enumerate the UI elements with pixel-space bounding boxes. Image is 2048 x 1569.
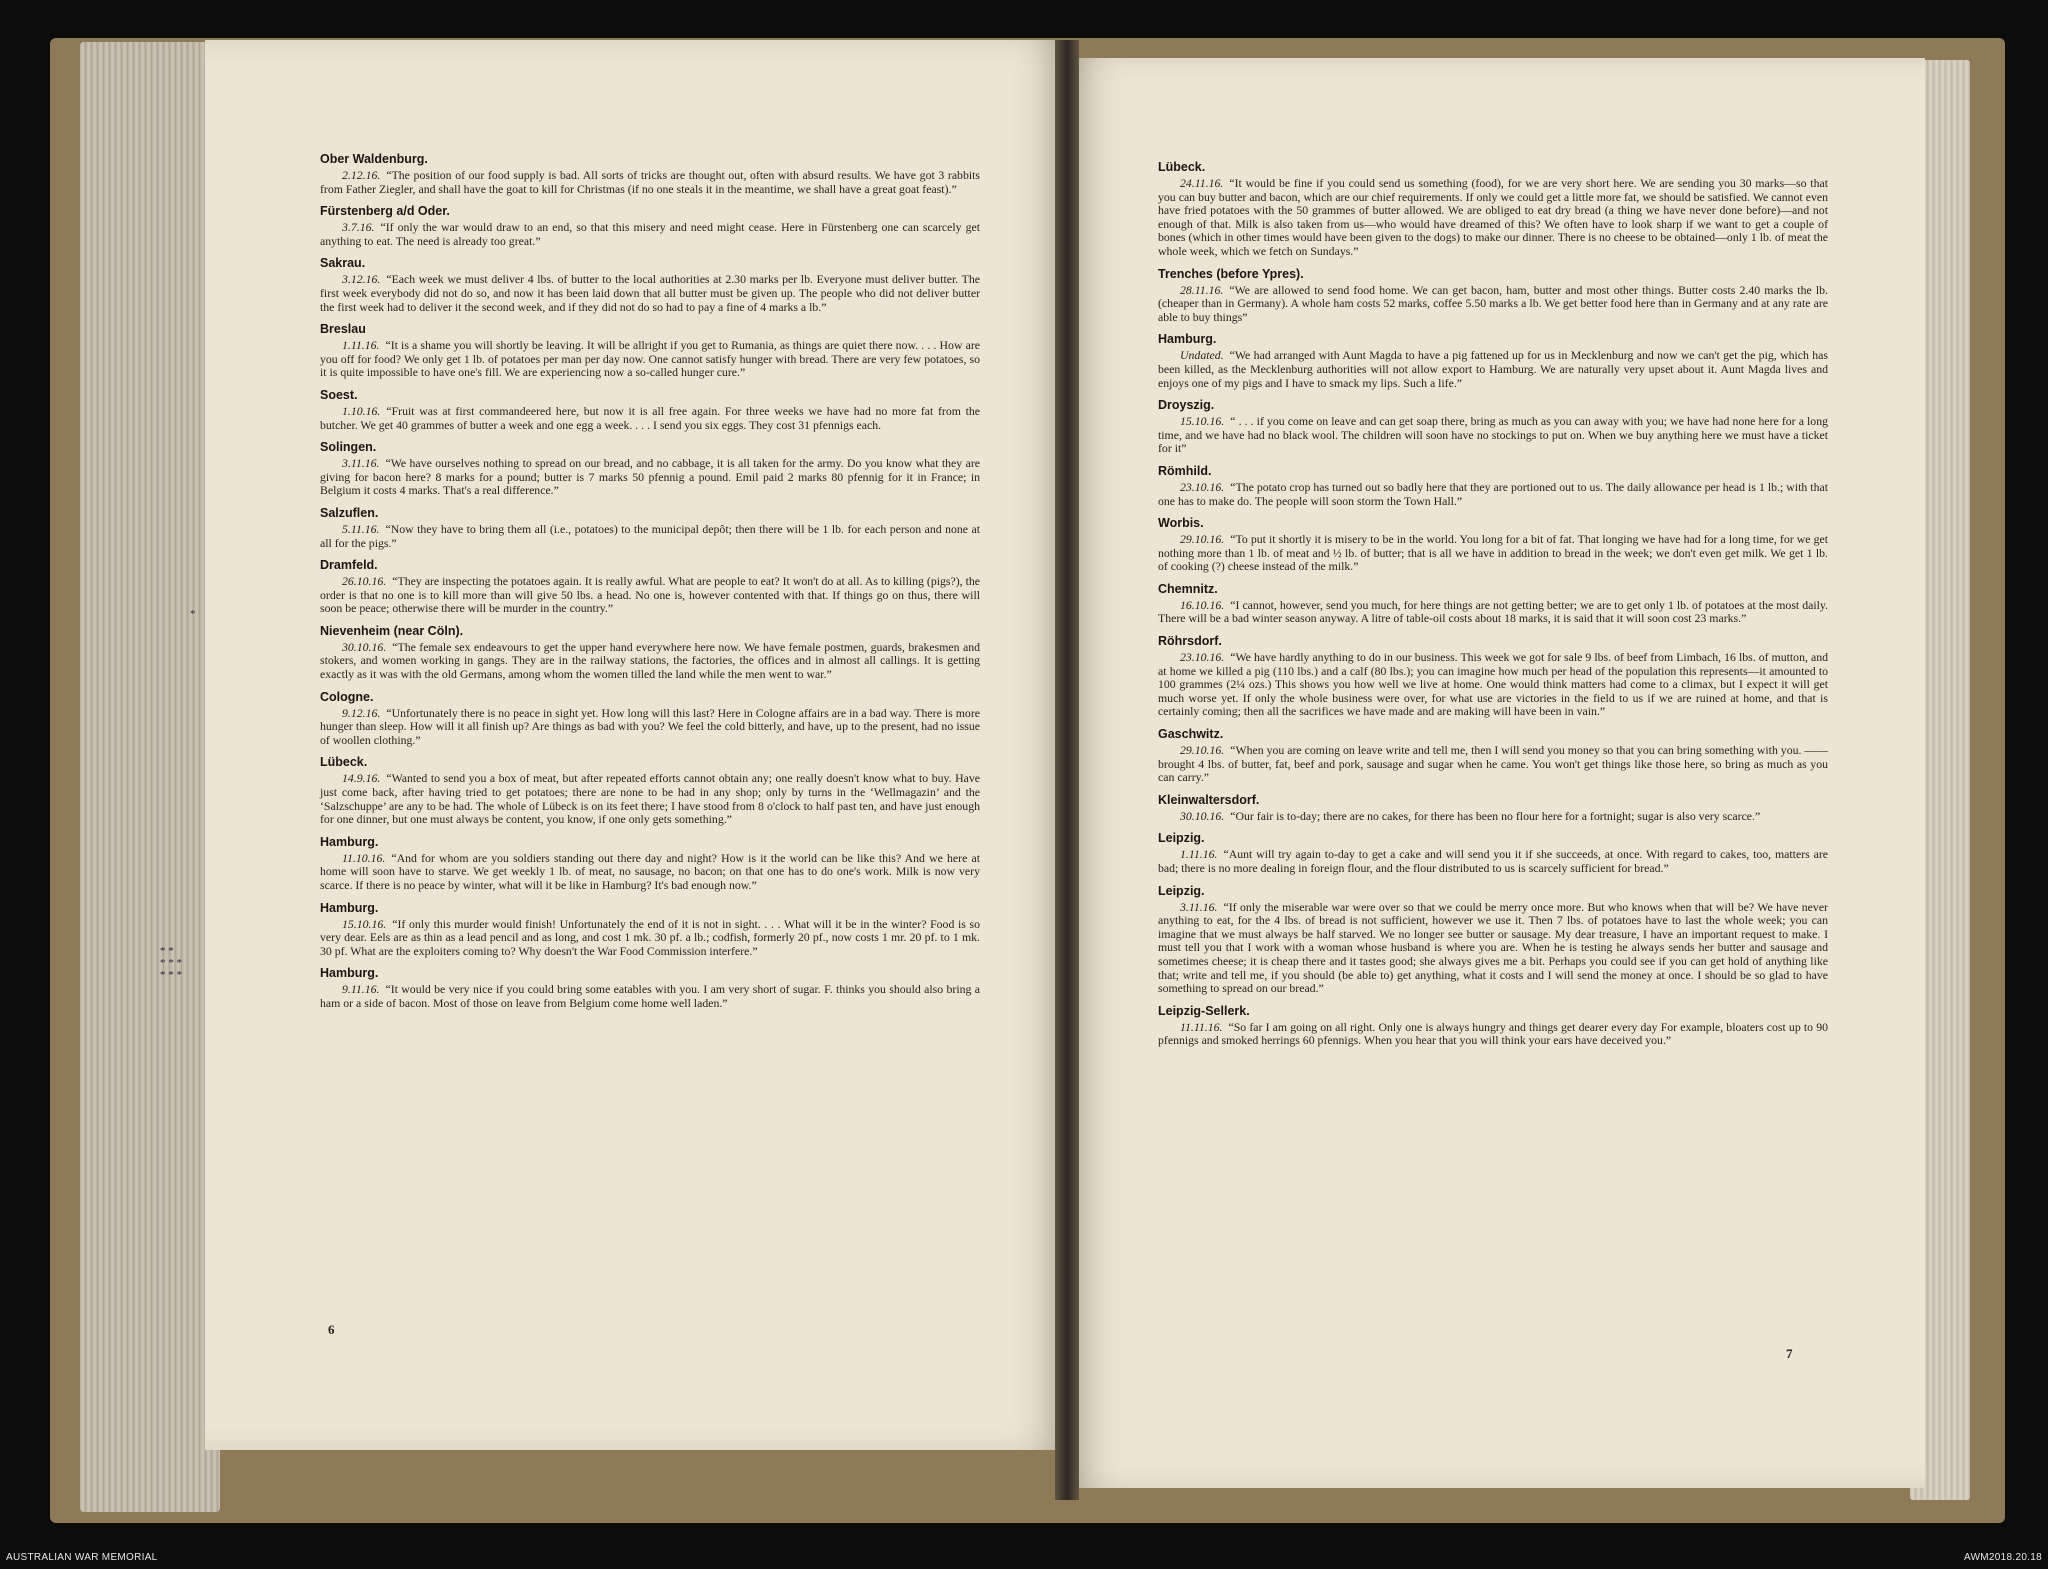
entry-body xyxy=(1158,481,1828,508)
entry-body xyxy=(1158,1021,1828,1048)
letter-entry xyxy=(320,256,980,314)
entry-body xyxy=(1158,284,1828,325)
letter-entry xyxy=(320,152,980,196)
entry-body xyxy=(320,852,980,893)
entry-date: 3.11.16. xyxy=(1180,899,1218,914)
entry-body xyxy=(1158,415,1828,456)
entry-date: 9.12.16. xyxy=(342,705,381,720)
right-column xyxy=(1158,160,1828,1056)
entry-date: Undated. xyxy=(1180,348,1224,363)
entry-place: Dramfeld. xyxy=(320,558,378,573)
letter-entry xyxy=(1158,727,1828,785)
entry-date: 5.11.16. xyxy=(342,521,380,536)
entry-body xyxy=(320,339,980,380)
entry-body xyxy=(320,918,980,959)
entry-place: Fürstenberg a/d Oder. xyxy=(320,204,450,219)
entry-date: 29.10.16. xyxy=(1180,532,1225,547)
entry-text: “So far I am going on all right. Only one is always hungry and things get dearer every day For example, bloaters cost up to 90 pfennigs and smoked herrings 60 pfennigs. When you hear that you will think your ears have deceived you.” xyxy=(1158,1019,1828,1048)
entry-text: “Unfortunately there is no peace in sight yet. How long will this last? Here in Cologne affairs are in a bad way. There is more hunger than sleep. How will it all finish up? Are things as bad with you? We feel the cold bitterly, and have, up to the present, had no issue of woollen clothing.” xyxy=(320,705,980,747)
letter-entry xyxy=(320,755,980,826)
entry-place: Röhrsdorf. xyxy=(1158,634,1222,649)
entry-place: Hamburg. xyxy=(320,900,379,915)
entry-date: 24.11.16. xyxy=(1180,176,1224,190)
entry-body xyxy=(320,707,980,748)
entry-place: Römhild. xyxy=(1158,463,1212,478)
entry-place: Lübeck. xyxy=(320,755,368,770)
entry-date: 30.10.16. xyxy=(342,639,387,654)
entry-text: “It is a shame you will shortly be leaving. It will be allright if you get to Rumania, as things are quiet there now. . . . How are you off for food? We only get 1 lb. of potatoes per man per day now. One cannot satisfy hunger with bread. There are very few potatoes, so it is quite impossible to have one's fill. We are experiencing now a so-called hunger cure.” xyxy=(320,338,980,380)
letter-entry xyxy=(320,204,980,248)
entry-place: Worbis. xyxy=(1158,516,1204,531)
entry-body xyxy=(1158,848,1828,875)
entry-date: 30.10.16. xyxy=(1180,808,1225,823)
entry-date: 11.11.16. xyxy=(1180,1019,1223,1034)
footer-accession: AWM2018.20.18 xyxy=(1963,1552,2042,1563)
entry-date: 28.11.16. xyxy=(1180,282,1224,297)
entry-place: Nievenheim (near Cöln). xyxy=(320,623,464,638)
left-column xyxy=(320,152,980,1019)
entry-text: “We have hardly anything to do in our business. This week we got for sale 9 lbs. of beef from Limbach, 16 lbs. of mutton, and at home we killed a pig (110 lbs.) and a calf (80 lbs.); you can imagine how much per head of the population this represents—it amounted to 100 grammes (2¼ ozs.) This shows you how well we live at home. One would think matters had come to a climax, but I expect it will get much worse yet. If only the whole business were over, for what use are victories in the field to us if we are ruined at home, and that is certainly coming; then all the sacrifices we have made and are making will have been in vain.” xyxy=(1158,650,1828,719)
entry-place: Droyszig. xyxy=(1158,398,1215,413)
letter-entry xyxy=(1158,516,1828,574)
entry-date: 23.10.16. xyxy=(1180,650,1225,665)
entry-place: Leipzig-Sellerk. xyxy=(1158,1003,1250,1018)
entry-date: 2.12.16. xyxy=(342,168,381,182)
entry-body xyxy=(320,273,980,314)
margin-stars: * * * * * * * * xyxy=(160,945,182,981)
entry-body xyxy=(1158,177,1828,259)
entry-date: 3.7.16. xyxy=(342,220,375,235)
entry-text: “It would be very nice if you could bring some eatables with you. I am very short of sugar. F. thinks you should also bring a ham or a side of bacon. Most of those on leave from Belgium come home well laden.” xyxy=(320,982,980,1010)
entry-text: “It would be fine if you could send us something (food), for we are very short here. We are sending you 30 marks—so that you can buy butter and bacon, which are our chief requirements. If only we could get a little more fat, we should be satisfied. We cannot even have fried potatoes with the 50 grammes of butter allowed. We are obliged to eat dry bread (a thing we have never done before)—and not enough of that. Milk is also taken from us—who would have dreamed of this? We often have to look sharp if we want to get a couple of bones (which in other times would have been given to the dogs) to make our dinner. There is no cheese to be obtained—only 1 lb. of meat the whole week, which we fetch on Sundays.” xyxy=(1158,176,1828,258)
entry-date: 15.10.16. xyxy=(1180,414,1225,429)
entry-text: “We are allowed to send food home. We can get bacon, ham, butter and most other things. Butter costs 2.40 marks the lb. (cheaper than in Germany). A whole ham costs 52 marks, coffee 5.50 marks a lb. We get better food here than in Germany and at any rate are able to buy things” xyxy=(1158,282,1828,324)
entry-text: “The position of our food supply is bad. All sorts of tricks are thought out, often with absurd results. We have got 3 rabbits from Father Ziegler, and shall have the goat to kill for Christmas (if no one steals it in the meantime, we shall have a great goat feast).” xyxy=(320,168,980,196)
entry-text: “The female sex endeavours to get the upper hand everywhere here now. We have female postmen, guards, brakesmen and stokers, and women working in gangs. They are in the railway stations, the factories, the offices and in almost all callings. It is getting exactly as it was with the old Germans, among whom the women tilled the land while the men went to war.” xyxy=(320,639,980,682)
entry-body xyxy=(320,457,980,498)
letter-entry xyxy=(320,322,980,380)
entry-place: Leipzig. xyxy=(1158,831,1205,846)
footer-credit: AUSTRALIAN WAR MEMORIAL xyxy=(6,1552,158,1563)
entry-body xyxy=(320,405,980,432)
entry-body xyxy=(1158,599,1828,626)
book-gutter xyxy=(1055,40,1079,1500)
letter-entry xyxy=(1158,582,1828,626)
letter-entry xyxy=(1158,793,1828,824)
letter-entry xyxy=(320,966,980,1010)
entry-place: Lübeck. xyxy=(1158,160,1206,174)
entry-body xyxy=(320,523,980,550)
entry-text: “We had arranged with Aunt Magda to have a pig fattened up for us in Mecklenburg and now we can't get the pig, which has been killed, as the Mecklenburg authorities will not allow export to Hamburg. We are naturally very upset about it. Aunt Magda lives and enjoys one of my pigs and I have to smack my lips. Such a life.” xyxy=(1158,348,1828,390)
entry-place: Sakrau. xyxy=(320,256,366,271)
entry-date: 1.11.16. xyxy=(1180,847,1218,862)
page-edges-left xyxy=(80,42,220,1512)
page-number-left: 6 xyxy=(328,1322,335,1337)
entry-place: Cologne. xyxy=(320,689,374,704)
entry-date: 3.11.16. xyxy=(342,456,380,471)
entry-body xyxy=(320,641,980,682)
letter-entry xyxy=(320,388,980,432)
entry-body xyxy=(1158,901,1828,996)
entry-place: Trenches (before Ypres). xyxy=(1158,266,1304,281)
entry-text: “If only this murder would finish! Unfortunately the end of it is not in sight. . . . What will it be in the winter? Food is so very dear. Eels are as thin as a lead pencil and as long, and cost 1 mk. 30 pf. a lb.; codfish, formerly 20 pf., now costs 1 mr. 20 pf. to 1 mk. 30 pf. What are the exploiters coming to? Why doesn't the War Food Commission interfere.” xyxy=(320,916,980,958)
letter-entry xyxy=(320,558,980,616)
entry-text: “Wanted to send you a box of meat, but after repeated efforts cannot obtain any; one really doesn't know what to buy. Have just come back, after having tried to get potatoes; there are none to be had in any shop; only by turns in the ‘Wellmagazin’ and the ‘Salzschuppe’ are any to be had. The whole of Lübeck is on its feet there; I have stood from 8 o'clock to half past ten, and have just enough for one dinner, but one must always be content, you know, if one only gets something.” xyxy=(320,771,980,827)
letter-entry xyxy=(1158,160,1828,259)
entry-place: Leipzig. xyxy=(1158,883,1205,898)
letter-entry xyxy=(320,624,980,682)
entry-date: 1.10.16. xyxy=(342,403,381,418)
entry-text: “I cannot, however, send you much, for here things are not getting better; we are to get only 1 lb. of potatoes at the most daily. There will be a bad winter season anyway. A litre of table-oil costs about 18 marks, it is said that it will soon cost 23 marks.” xyxy=(1158,597,1828,626)
entry-body xyxy=(1158,349,1828,390)
entry-text: “Each week we must deliver 4 lbs. of butter to the local authorities at 2.30 marks per lb. Everyone must deliver butter. The first week everybody did not do so, and now it has been laid down that all butter must be given up. The people who did not deliver butter the first week had to deliver it the second week, and if they did not do so had to pay a fine of 4 marks a lb.” xyxy=(320,272,980,314)
letter-entry xyxy=(1158,332,1828,390)
letter-entry xyxy=(320,901,980,959)
entry-text: “Now they have to bring them all (i.e., potatoes) to the municipal depôt; then there will be 1 lb. for each person and none at all for the pigs.” xyxy=(320,521,980,550)
letter-entry xyxy=(1158,398,1828,456)
entry-text: “The potato crop has turned out so badly here that they are portioned out to us. The daily allowance per head is 1 lb.; with that one has to make do. The people will soon storm the Town Hall.” xyxy=(1158,479,1828,508)
entry-date: 15.10.16. xyxy=(342,916,387,931)
entry-date: 23.10.16. xyxy=(1180,479,1225,494)
entry-place: Salzuflen. xyxy=(320,505,379,520)
entry-text: “ . . . if you come on leave and can get soap there, bring as much as you can away with you; we have had none here for a long time, and we have had no black wool. The children will soon have no stockings to put on. When we buy anything here we must have a ticket for it” xyxy=(1158,414,1828,456)
entry-date: 16.10.16. xyxy=(1180,597,1225,612)
entry-place: Kleinwaltersdorf. xyxy=(1158,792,1260,807)
entry-date: 1.11.16. xyxy=(342,338,380,353)
entry-place: Ober Waldenburg. xyxy=(320,152,428,166)
entry-date: 14.9.16. xyxy=(342,771,381,786)
entry-text: “Our fair is to-day; there are no cakes, for there has been no flour here for a fortnight; sugar is also very scarce.” xyxy=(1230,808,1761,823)
letter-entry xyxy=(320,440,980,498)
entry-date: 11.10.16. xyxy=(342,850,386,865)
entry-body xyxy=(320,575,980,616)
entry-date: 9.11.16. xyxy=(342,982,380,997)
entry-place: Hamburg. xyxy=(1158,332,1217,347)
entry-text: “We have ourselves nothing to spread on our bread, and no cabbage, it is all taken for the army. Do you know what they are giving for bacon here? 8 marks for a pound; butter is 7 marks 50 pfennig a pound. Emil paid 2 marks 80 pfennig for it in France; in Belgium it costs 4 marks. That's a real difference.” xyxy=(320,456,980,498)
entry-text: “To put it shortly it is misery to be in the world. You long for a bit of fat. That longing we have had for a long time, for we get nothing more than 1 lb. of meat and ½ lb. of butter; that is all we have in addition to bread in the week; we don't even get milk. We get 1 lb. of cooking (?) cheese instead of the milk.” xyxy=(1158,532,1828,574)
entry-date: 29.10.16. xyxy=(1180,743,1225,758)
entry-text: “If only the miserable war were over so that we could be merry once more. But who knows when that will be? We have never anything to eat, for the 4 lbs. of bread is not sufficient, however we use it. Then 7 lbs. of potatoes have to last the whole week; you can imagine that we must always be half starved. We no longer see butter or sausage. My dear treasure, I have an important request to make. I must tell you that I work with a woman whose husband is where you are. When he is testing he always sends her butter and sausage and sometimes cheese; it is cheap there and it tastes good; she always gives me a bit. Perhaps you could see if you can get hold of anything like that; write and tell me, if you should (be able to) get anything, what it costs and I will send the money at once. I should be so glad to have something to spread on our bread.” xyxy=(1158,899,1828,996)
entry-body xyxy=(320,169,980,196)
entry-body xyxy=(1158,810,1828,824)
entry-text: “Aunt will try again to-day to get a cake and will send you it if she succeeds, at once. With regard to cakes, too, matters are bad; there is no more dealing in foreign flour, and the flour distributed to us is scarcely sufficient for bread.” xyxy=(1158,847,1828,875)
entry-place: Soest. xyxy=(320,387,358,402)
entry-place: Gaschwitz. xyxy=(1158,727,1224,742)
letter-entry xyxy=(1158,831,1828,875)
margin-mark: * xyxy=(190,608,196,620)
entry-place: Solingen. xyxy=(320,440,377,455)
letter-entry xyxy=(320,690,980,748)
entry-text: “Fruit was at first commandeered here, but now it is all free again. For three weeks we have had no more fat from the butcher. We get 40 grammes of butter a week and one egg a week. . . . I send you six eggs. They cost 31 pfennigs each. xyxy=(320,403,980,432)
entry-place: Hamburg. xyxy=(320,834,379,849)
entry-date: 26.10.16. xyxy=(342,574,387,589)
entry-text: “They are inspecting the potatoes again. It is really awful. What are people to eat? It won't do at all. As to killing (pigs?), the order is that no one is to kill more than will give 50 lbs. a head. No one is, however contented with that. If things go on thus, there will soon be peace; otherwise there will be murder in the country.” xyxy=(320,574,980,616)
entry-text: “And for whom are you soldiers standing out there day and night? How is it the world can be like this? And we here at home will soon have to starve. We get weekly 1 lb. of meat, no sausage, no bacon; on that one has to do one's work. Milk is now very scarce. If there is no peace by winter, what will it be like in Hamburg? It's bad enough now.” xyxy=(320,850,980,892)
entry-body xyxy=(320,221,980,248)
entry-text: “When you are coming on leave write and tell me, then I will send you money so that you can bring something with you. —— brought 4 lbs. of butter, fat, beef and pork, sausage and sugar when he came. You won't get things like those here, so bring as much as you can carry.” xyxy=(1158,743,1828,785)
entry-body xyxy=(1158,651,1828,719)
entry-place: Hamburg. xyxy=(320,966,379,981)
entry-text: “If only the war would draw to an end, so that this misery and need might cease. Here in Fürstenberg one can scarcely get anything to eat. The need is already too great.” xyxy=(320,220,980,248)
letter-entry xyxy=(1158,1004,1828,1048)
letter-entry xyxy=(1158,634,1828,719)
page-number-right: 7 xyxy=(1786,1346,1793,1361)
entry-body xyxy=(320,772,980,826)
entry-body xyxy=(1158,533,1828,574)
entry-body xyxy=(320,983,980,1010)
letter-entry xyxy=(1158,464,1828,508)
letter-entry xyxy=(320,506,980,550)
letter-entry xyxy=(1158,267,1828,325)
entry-body xyxy=(1158,744,1828,785)
letter-entry xyxy=(1158,884,1828,996)
entry-date: 3.12.16. xyxy=(342,272,381,287)
entry-place: Chemnitz. xyxy=(1158,581,1218,596)
entry-place: Breslau xyxy=(320,322,366,337)
letter-entry xyxy=(320,835,980,893)
